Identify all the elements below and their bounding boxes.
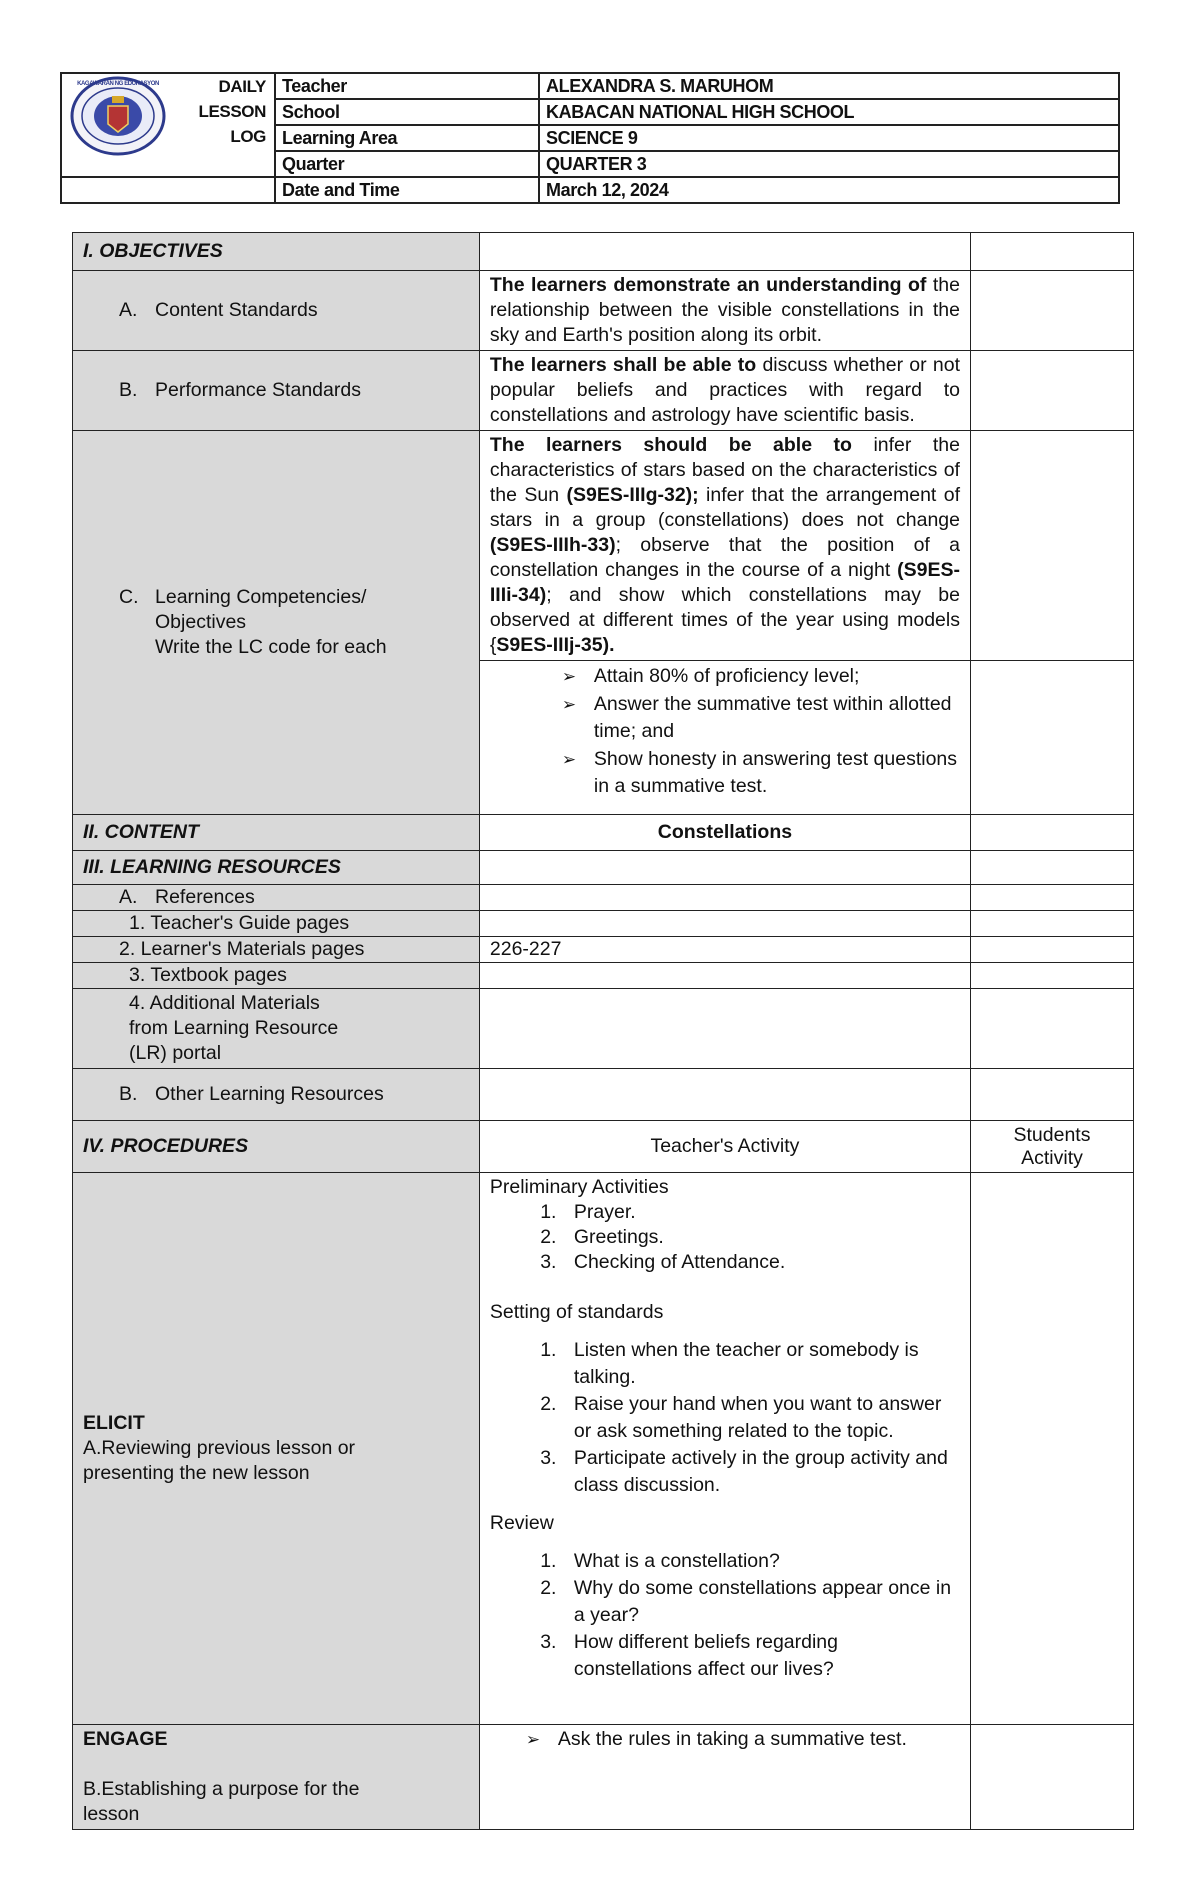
- seal-and-title-cell: [61, 73, 275, 177]
- learners-materials-value: 226-227: [479, 937, 970, 963]
- deped-seal-icon: [68, 76, 168, 156]
- engage-subtitle: B.Establishing a purpose for the lesson: [83, 1778, 360, 1825]
- list-item: 3. How different beliefs regarding constellations affect our lives?: [562, 1629, 960, 1683]
- list-item: 1. Prayer.: [562, 1200, 960, 1225]
- elicit-title: ELICIT: [83, 1412, 145, 1434]
- list-item: 2. Raise your hand when you want to answer or ask something related to the topic.: [562, 1391, 960, 1445]
- students-activity-header: Students Activity: [970, 1121, 1133, 1173]
- date-value: March 12, 2024: [539, 177, 1119, 203]
- list-item: ➢ Attain 80% of proficiency level;: [562, 663, 960, 691]
- elicit-teacher-activity: Preliminary Activities 1. Prayer. 2. Greetings. 3. Checking of Attendance. Setting of standards 1. Listen when the teacher or somebody is talking. 2. Raise your hand when you want to answer or ask something related to the topic. 3. Participate actively in the group activity and class discussion. Review 1. What is a constellation? 2. Why do some constellations appear once in a year? 3. How different beliefs regarding constellations affect our lives?: [479, 1173, 970, 1725]
- quarter-label: Quarter: [275, 151, 539, 177]
- elicit-subtitle: A.Reviewing previous lesson or presenting the new lesson: [83, 1437, 356, 1484]
- list-item: ➢ Ask the rules in taking a summative test.: [526, 1727, 960, 1752]
- teacher-activity-header: Teacher's Activity: [479, 1121, 970, 1173]
- procedures-heading: IV. PROCEDURES: [73, 1121, 480, 1173]
- additional-materials-label: 4. Additional Materials from Learning Resource (LR) portal: [73, 989, 480, 1069]
- references-label: A. References: [73, 885, 480, 911]
- content-standards-text: The learners demonstrate an understanding of the relationship between the visible constellations in the sky and Earth's position along its orbit.: [479, 271, 970, 351]
- date-label: Date and Time: [275, 177, 539, 203]
- svg-text:KAGAWARAN NG EDUKASYON: KAGAWARAN NG EDUKASYON: [77, 81, 159, 87]
- content-value: Constellations: [479, 815, 970, 851]
- engage-title: ENGAGE: [83, 1728, 168, 1750]
- school-value: KABACAN NATIONAL HIGH SCHOOL: [539, 99, 1119, 125]
- learning-area-label: Learning Area: [275, 125, 539, 151]
- other-resources-label: B. Other Learning Resources: [73, 1069, 480, 1121]
- competencies-text: The learners should be able to infer the characteristics of stars based on the characteristics of the Sun (S9ES-IIIg-32); infer that the arrangement of stars in a group (constellations) does not change (S9ES-IIIh-33); observe that the position of a constellation changes in the course of a night (S9ES-IIIi-34); and show which constellations may be observed at different times of the year using models {S9ES-IIIj-35).: [479, 431, 970, 661]
- elicit-label: [73, 1173, 480, 1725]
- list-item: 1. Listen when the teacher or somebody is talking.: [562, 1337, 960, 1391]
- competencies-label: C. Learning Competencies/ Objectives Write the LC code for each: [73, 431, 480, 815]
- content-heading: II. CONTENT: [73, 815, 480, 851]
- header-table: [60, 72, 1120, 204]
- blank-cell: [61, 177, 275, 203]
- objectives-heading: I. OBJECTIVES: [73, 233, 480, 271]
- engage-label: [73, 1725, 480, 1830]
- quarter-value: QUARTER 3: [539, 151, 1119, 177]
- engage-teacher-activity: [479, 1725, 970, 1830]
- lesson-table: [72, 232, 1134, 1830]
- textbook-label: 3. Textbook pages: [73, 963, 480, 989]
- list-item: 2. Why do some constellations appear once in a year?: [562, 1575, 960, 1629]
- competency-targets: [479, 661, 970, 815]
- resources-heading: III. LEARNING RESOURCES: [73, 851, 480, 885]
- learning-area-value: SCIENCE 9: [539, 125, 1119, 151]
- performance-standards-label: B. Performance Standards: [73, 351, 480, 431]
- list-item: ➢ Answer the summative test within allotted time; and: [562, 691, 960, 746]
- performance-standards-text: The learners shall be able to discuss whether or not popular beliefs and practices with regard to constellations and astrology have scientific basis.: [479, 351, 970, 431]
- teachers-guide-label: 1. Teacher's Guide pages: [73, 911, 480, 937]
- list-item: 3. Checking of Attendance.: [562, 1250, 960, 1275]
- teacher-label: Teacher: [275, 73, 539, 99]
- doc-title: DAILY LESSON LOG: [198, 77, 266, 146]
- school-label: School: [275, 99, 539, 125]
- list-item: 2. Greetings.: [562, 1225, 960, 1250]
- list-item: 1. What is a constellation?: [562, 1548, 960, 1575]
- list-item: 3. Participate actively in the group activity and class discussion.: [562, 1445, 960, 1499]
- teacher-value: ALEXANDRA S. MARUHOM: [539, 73, 1119, 99]
- content-standards-label: A. Content Standards: [73, 271, 480, 351]
- list-item: ➢ Show honesty in answering test questions in a summative test.: [562, 746, 960, 801]
- learners-materials-label: 2. Learner's Materials pages: [73, 937, 480, 963]
